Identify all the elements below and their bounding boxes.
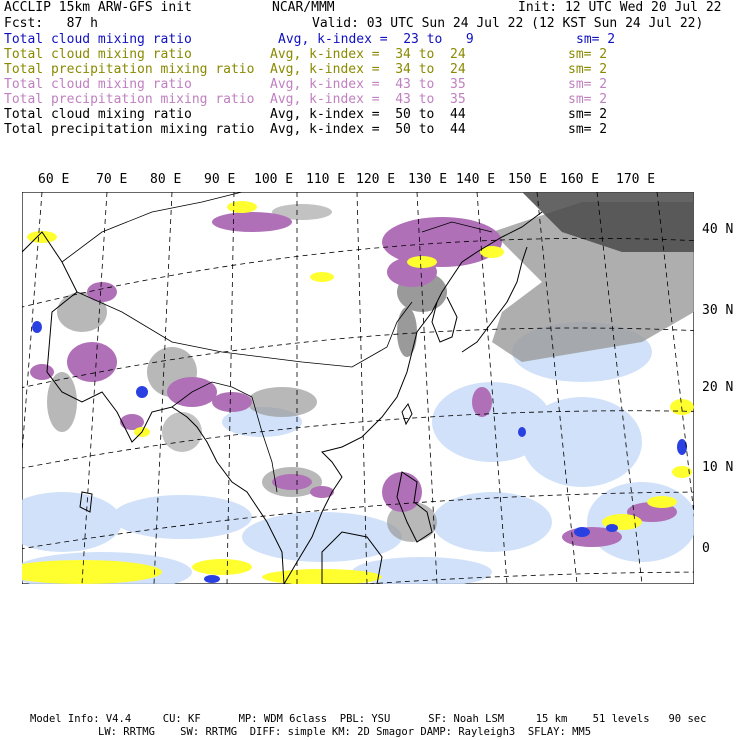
field-stat: Avg, k-index = 43 to 35 [270,92,466,107]
longitude-label: 100 E [254,172,294,187]
field-name: Total precipitation mixing ratio [4,122,255,137]
map-panel [22,192,694,584]
field-name: Total precipitation mixing ratio [4,92,255,107]
longitude-label: 80 E [150,172,182,187]
model-info-line2: LW: RRTMG SW: RRTMG DIFF: simple KM: 2D Smagor DAMP: Rayleigh3 SFLAY: MM5 [98,726,592,738]
init-time: Init: 12 UTC Wed 20 Jul 22 [518,0,722,15]
field-name: Total cloud mixing ratio [4,77,192,92]
field-stat: Avg, k-index = 34 to 24 [270,47,466,62]
longitude-label: 60 E [38,172,70,187]
field-stat: Avg, k-index = 43 to 35 [270,77,466,92]
field-name: Total cloud mixing ratio [4,32,192,47]
field-smoothing: sm= 2 [568,62,608,77]
field-smoothing: sm= 2 [568,92,608,107]
field-smoothing: sm= 2 [568,77,608,92]
longitude-label: 160 E [560,172,600,187]
forecast-hour: Fcst: 87 h [4,16,98,31]
model-info-line1: Model Info: V4.4 CU: KF MP: WDM 6class PBL: YSU SF: Noah LSM 15 km 51 levels 90 sec [30,713,707,725]
longitude-label: 120 E [356,172,396,187]
latitude-label: 20 N [702,380,734,395]
field-name: Total precipitation mixing ratio [4,62,255,77]
longitude-label: 170 E [616,172,656,187]
latitude-label: 30 N [702,303,734,318]
latitude-label: 10 N [702,460,734,475]
org-label: NCAR/MMM [272,0,335,15]
longitude-label: 140 E [456,172,496,187]
field-name: Total cloud mixing ratio [4,107,192,122]
longitude-label: 70 E [96,172,128,187]
model-title: ACCLIP 15km ARW-GFS init [4,0,192,15]
longitude-label: 150 E [508,172,548,187]
field-smoothing: sm= 2 [576,32,616,47]
field-stat: Avg, k-index = 34 to 24 [270,62,466,77]
field-name: Total cloud mixing ratio [4,47,192,62]
field-smoothing: sm= 2 [568,47,608,62]
field-stat: Avg, k-index = 50 to 44 [270,107,466,122]
valid-time: Valid: 03 UTC Sun 24 Jul 22 (12 KST Sun 24 Jul 22) [312,16,704,31]
longitude-label: 90 E [204,172,236,187]
field-smoothing: sm= 2 [568,122,608,137]
field-smoothing: sm= 2 [568,107,608,122]
field-stat: Avg, k-index = 23 to 9 [278,32,474,47]
field-stat: Avg, k-index = 50 to 44 [270,122,466,137]
longitude-label: 130 E [408,172,448,187]
longitude-label: 110 E [306,172,346,187]
latitude-label: 40 N [702,222,734,237]
latitude-label: 0 [702,541,710,556]
